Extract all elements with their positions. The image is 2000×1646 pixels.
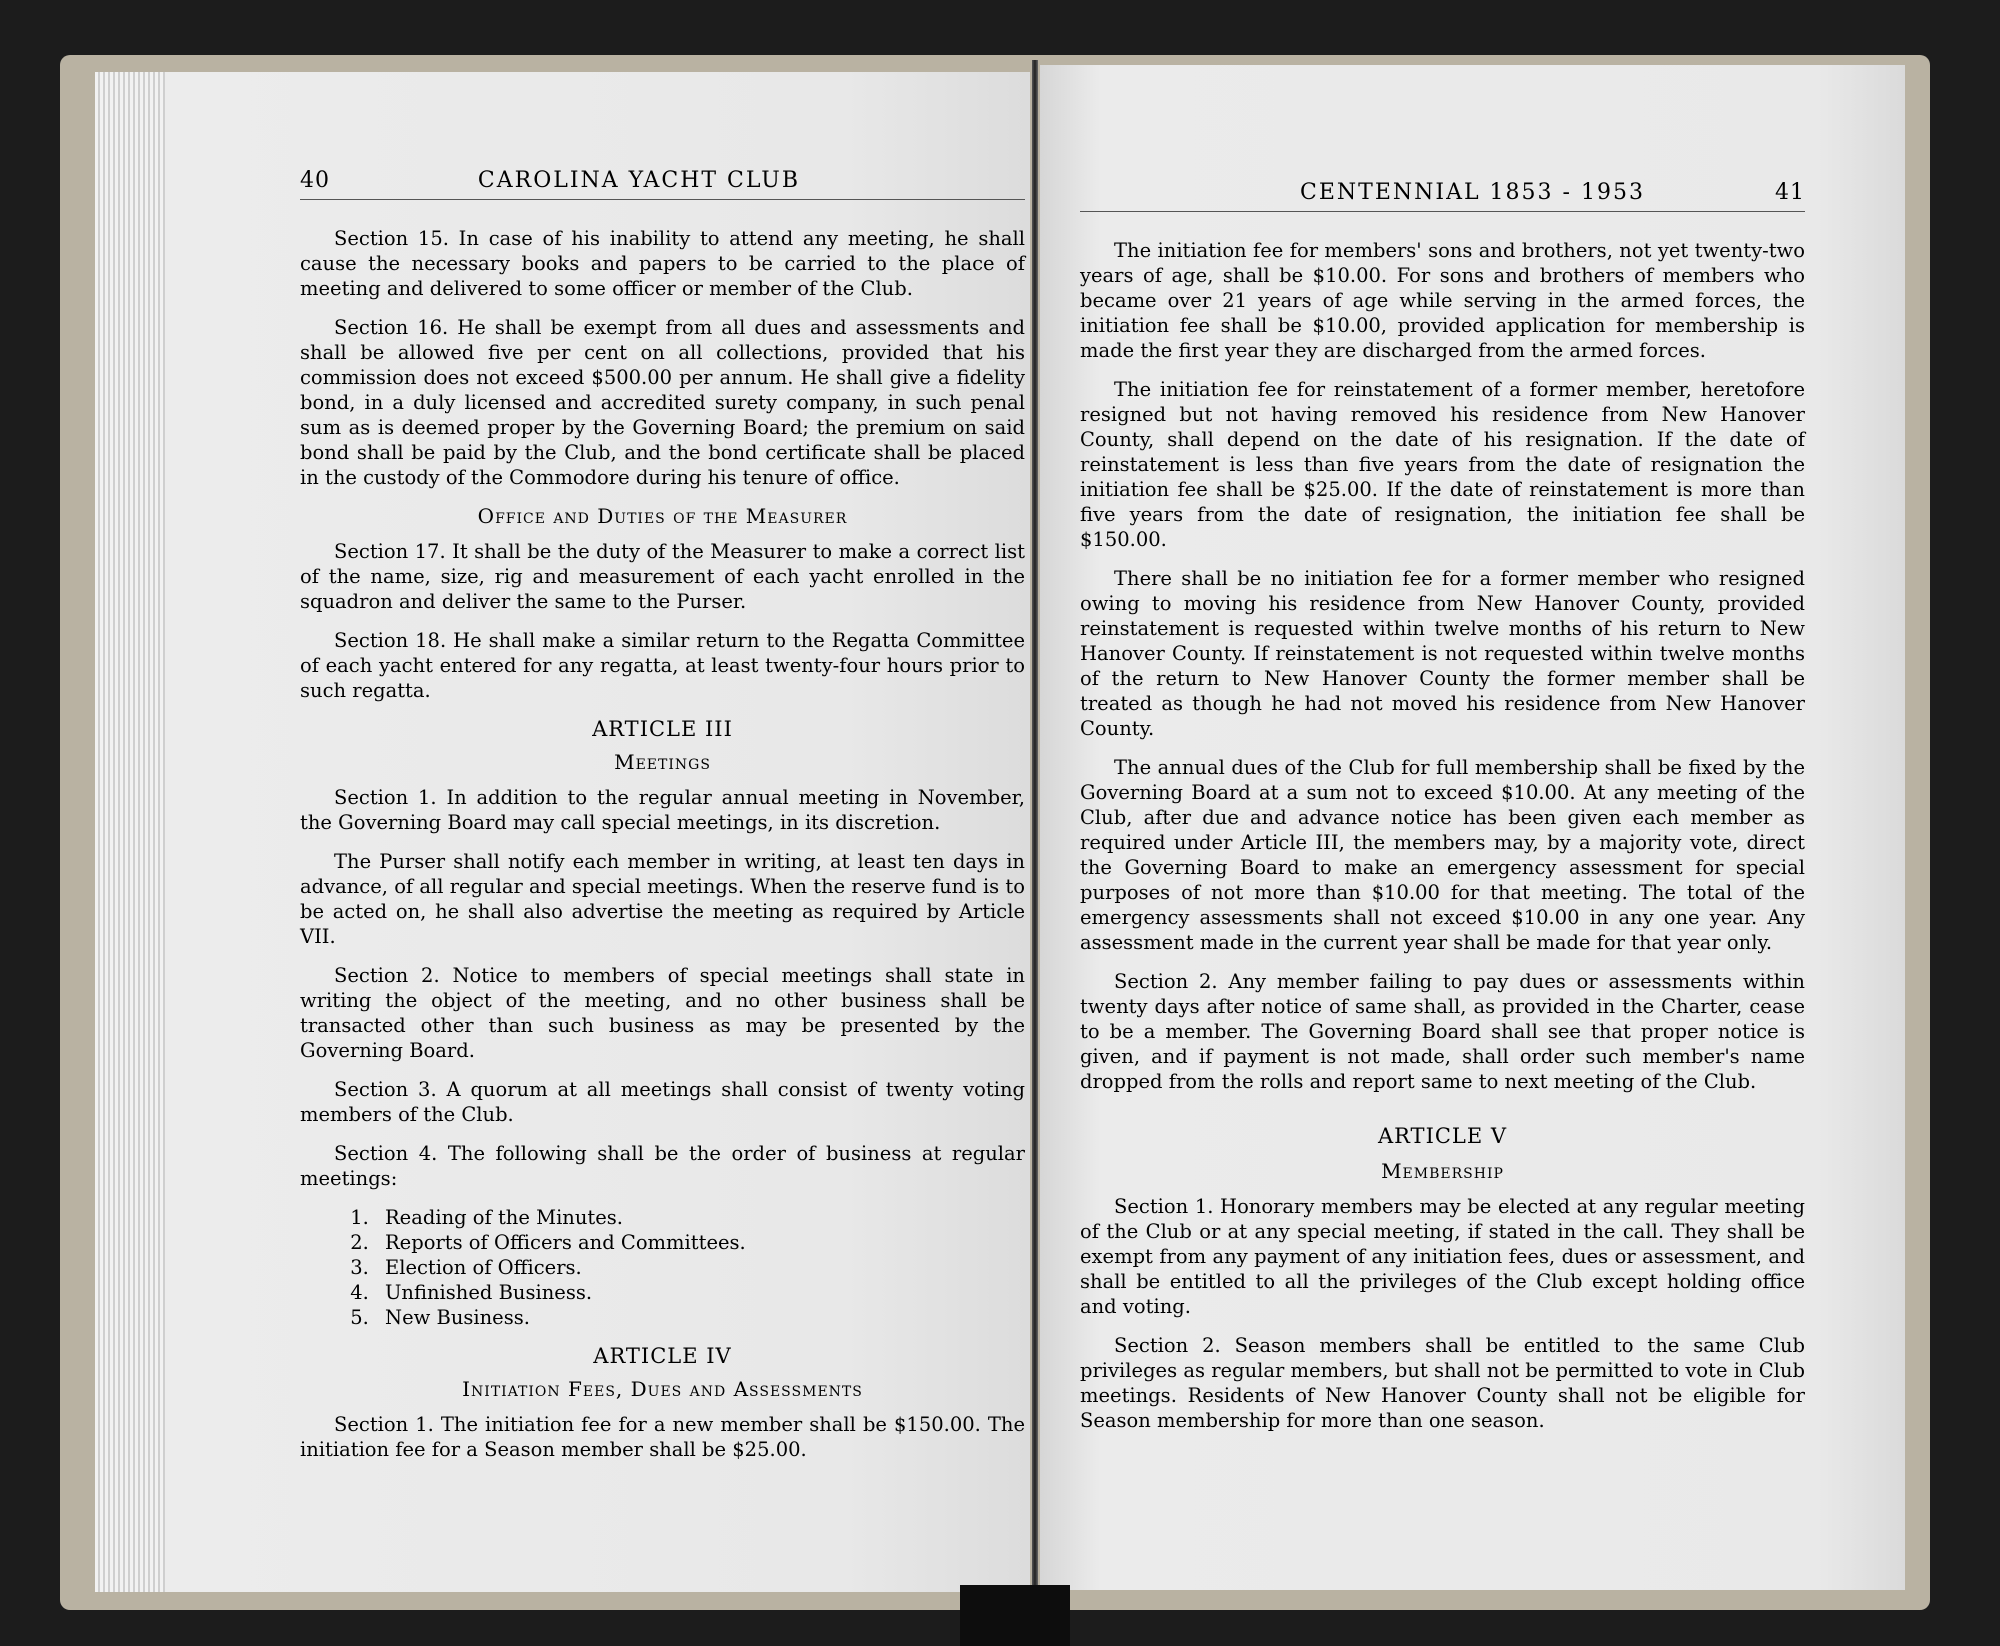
list-item: 5. New Business.	[375, 1305, 1025, 1330]
left-running-head	[300, 168, 1025, 200]
section-17: Section 17. It shall be the duty of the Measurer to make a correct list of the name, size, rig and measurement of each yacht enrolled in the squadron and deliver the same to the Purser.	[300, 540, 1025, 613]
meetings-section-3: Section 3. A quorum at all meetings shall consist of twenty voting members of the Club.	[300, 1078, 1025, 1126]
list-item: 1. Reading of the Minutes.	[375, 1205, 1025, 1230]
meetings-purser-notice: The Purser shall notify each member in writing, at least ten days in advance, of all regular and special meetings. When the reserve fund is to be acted on, he shall also advertise the meeting as required by Article VII.	[300, 850, 1025, 948]
page-edges	[95, 72, 165, 1592]
membership-section-2: Section 2. Season members shall be entitled to the same Club privileges as regular members, but shall not be permitted to vote in Club meetings. Residents of New Hanover County shall not be eligible for Season membership for more than one season.	[1080, 1334, 1805, 1432]
meetings-section-1: Section 1. In addition to the regular annual meeting in November, the Governing Board may call special meetings, in its discretion.	[300, 786, 1025, 834]
list-item: 3. Election of Officers.	[375, 1255, 1025, 1280]
section-18: Section 18. He shall make a similar return to the Regatta Committee of each yacht entered for any regatta, at least twenty-four hours prior to such regatta.	[300, 629, 1025, 702]
section-16: Section 16. He shall be exempt from all dues and assessments and shall be allowed five per cent on all collections, provided that his commission does not exceed $500.00 per annum. He shall give a fidelity bond, in a duly licensed and accredited surety company, in such penal sum as is deemed proper by the Governing Board; the premium on said bond shall be paid by the Club, and the bond certificate shall be placed in the custody of the Commodore during his tenure of office.	[300, 316, 1025, 489]
section-15: Section 15. In case of his inability to attend any meeting, he shall cause the necessary books and papers to be carried to the place of meeting and delivered to some officer or member of the Club.	[300, 227, 1025, 300]
right-page-content	[1080, 180, 1805, 1447]
right-running-head	[1080, 180, 1805, 212]
meetings-section-4: Section 4. The following shall be the order of business at regular meetings:	[300, 1142, 1025, 1190]
order-of-business-list	[300, 1205, 1025, 1330]
running-title-right: CENTENNIAL 1853 - 1953	[1300, 180, 1645, 205]
sons-brothers-fee: The initiation fee for members' sons and brothers, not yet twenty-two years of age, shall be $10.00. For sons and brothers of members who became over 21 years of age while serving in the armed forces, the initiation fee shall be $10.00, provided application for membership is made the first year they are discharged from the armed forces.	[1080, 239, 1805, 362]
list-item: 4. Unfinished Business.	[375, 1280, 1025, 1305]
page-number-left: 40	[300, 168, 330, 193]
membership-section-1: Section 1. Honorary members may be elected at any regular meeting of the Club or at any special meeting, if stated in the call. They shall be exempt from any payment of any initiation fees, dues or assessment, and shall be entitled to all the privileges of the Club except holding office and voting.	[1080, 1195, 1805, 1318]
spine-bottom	[960, 1585, 1070, 1646]
reinstatement-fee: The initiation fee for reinstatement of a former member, heretofore resigned but not having removed his residence from New Hanover County, shall depend on the date of his resignation. If the date of reinstatement is less than five years from the date of resignation the initiation fee shall be $25.00. If the date of reinstatement is more than five years from the date of resignation, the initiation fee shall be $150.00.	[1080, 378, 1805, 551]
heading-meetings: Meetings	[614, 750, 711, 774]
list-item: 2. Reports of Officers and Committees.	[375, 1230, 1025, 1255]
article-iii-title: ARTICLE III	[592, 717, 733, 741]
heading-initiation-fees: Initiation Fees, Dues and Assessments	[462, 1377, 863, 1401]
article-v-title: ARTICLE V	[1377, 1124, 1508, 1148]
article-iv-section-1: Section 1. The initiation fee for a new member shall be $150.00. The initiation fee for a Season member shall be $25.00.	[300, 1413, 1025, 1461]
page-number-right: 41	[1775, 180, 1805, 205]
no-fee-former-member: There shall be no initiation fee for a former member who resigned owing to moving his residence from New Hanover County, provided reinstatement is requested within twelve months of his return to New Hanover County. If reinstatement is not requested within twelve months of the return to New Hanover County the former member shall be treated as though he had not moved his residence from New Hanover County.	[1080, 567, 1805, 740]
dues-section-2: Section 2. Any member failing to pay dues or assessments within twenty days after notice of same shall, as provided in the Charter, cease to be a member. The Governing Board shall see that proper notice is given, and if payment is not made, shall order such member's name dropped from the rolls and report same to next meeting of the Club.	[1080, 970, 1805, 1093]
left-page-content	[300, 168, 1025, 1476]
heading-membership: Membership	[1381, 1159, 1504, 1183]
annual-dues: The annual dues of the Club for full membership shall be fixed by the Governing Board at a sum not to exceed $10.00. At any meeting of the Club, after due and advance notice has been given each member as required under Article III, the members may, by a majority vote, direct the Governing Board to make an emergency assessment for special purposes of not more than $10.00 for that meeting. The total of the emergency assessments shall not exceed $10.00 in any one year. Any assessment made in the current year shall be made for that year only.	[1080, 756, 1805, 954]
heading-measurer: Office and Duties of the Measurer	[477, 504, 848, 528]
meetings-section-2: Section 2. Notice to members of special meetings shall state in writing the object of the meeting, and no other business shall be transacted other than such business as may be presented by the Governing Board.	[300, 964, 1025, 1062]
article-iv-title: ARTICLE IV	[593, 1344, 732, 1368]
book-spine-fold	[1032, 60, 1038, 1610]
running-title-left: CAROLINA YACHT CLUB	[477, 168, 800, 193]
